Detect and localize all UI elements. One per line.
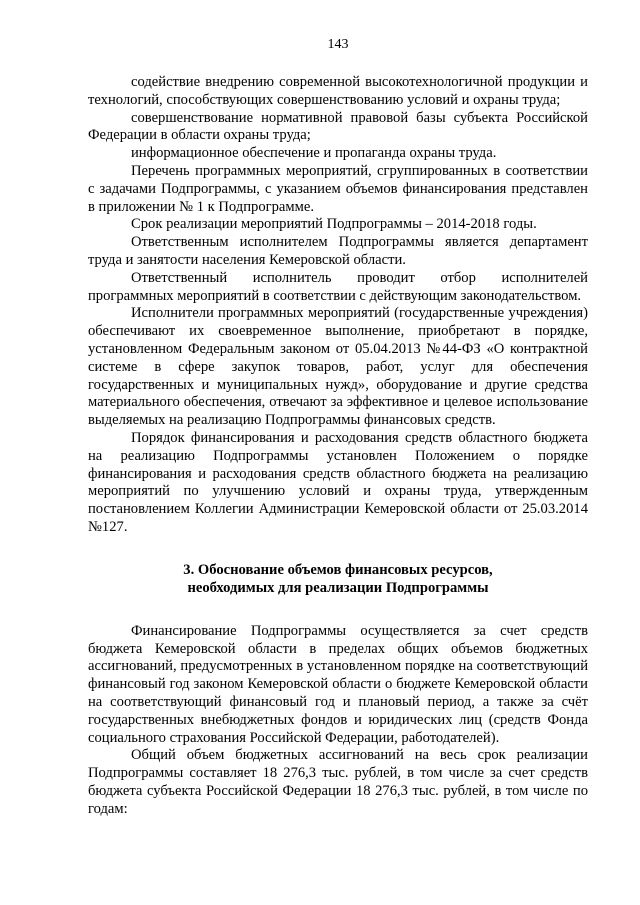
paragraph: Срок реализации мероприятий Подпрограммы – 2014-2018 годы. (131, 216, 537, 233)
paragraph: содействие внедрению современной высокотехнологичной продукции и технологий, способствующих совершенствованию условий и охраны труда; (88, 74, 588, 108)
paragraph: совершенствование нормативной правовой базы субъекта Российской Федерации в области охраны труда; (88, 109, 588, 144)
paragraph: Порядок финансирования и расходования средств областного бюджета на реализацию Подпрограммы установлен Положением о порядке финансирования и расходования средств областного бюджета на реализацию мероприятий по улучшению условий и охраны труда, утвержденным постановлением Коллегии Администрации Кемеровской области от 25.03.2014 №127. (88, 429, 588, 535)
paragraph: Ответственным исполнителем Подпрограммы является департамент труда и занятости населения Кемеровской области. (88, 234, 588, 268)
paragraph: Финансирование Подпрограммы осуществляется за счет средств бюджета Кемеровской области в пределах общих объемов бюджетных ассигнований, предусмотренных в установленном порядке на соответствующий финансовый год законом Кемеровской области о бюджете Кемеровской области на соответствующий финансовый год и плановый период, а также за счёт государственных внебюджетных фондов и юридических лиц (средств Фонда социального страхования Российской Федерации, работодателей). (88, 622, 588, 746)
paragraph: Общий объем бюджетных ассигнований на весь срок реализации Подпрограммы составляет 18 276,3 тыс. рублей, в том числе за счет средств бюджета субъекта Российской Федерации 18 276,3 тыс. рублей, в том числе по годам: (88, 747, 588, 817)
section-heading (88, 561, 588, 597)
page-number: 143 (327, 37, 349, 52)
paragraph: Ответственный исполнитель проводит отбор исполнителей программных мероприятий в соответствии с действующим законодательством. (88, 269, 588, 304)
paragraph: Исполнители программных мероприятий (государственные учреждения) обеспечивают их своевременное выполнение, приобретают в порядке, установленном Федеральным законом от 05.04.2013 №44-ФЗ «О контрактной системе в сфере закупок товаров, работ, услуг для обеспечения государственных и муниципальных нужд», оборудование и другие средства материального обеспечения, отвечают за эффективное и целевое использование выделяемых на реализацию Подпрограммы финансовых средств. (88, 305, 588, 429)
paragraph: Перечень программных мероприятий, сгруппированных в соответствии с задачами Подпрограммы, с указанием объемов финансирования представлен в приложении № 1 к Подпрограмме. (88, 162, 588, 215)
paragraph: информационное обеспечение и пропаганда охраны труда. (131, 145, 497, 162)
document-page (88, 36, 588, 818)
section-heading-line: необходимых для реализации Подпрограммы (187, 579, 489, 596)
section-heading-line: 3. Обоснование объемов финансовых ресурсов, (183, 561, 493, 578)
